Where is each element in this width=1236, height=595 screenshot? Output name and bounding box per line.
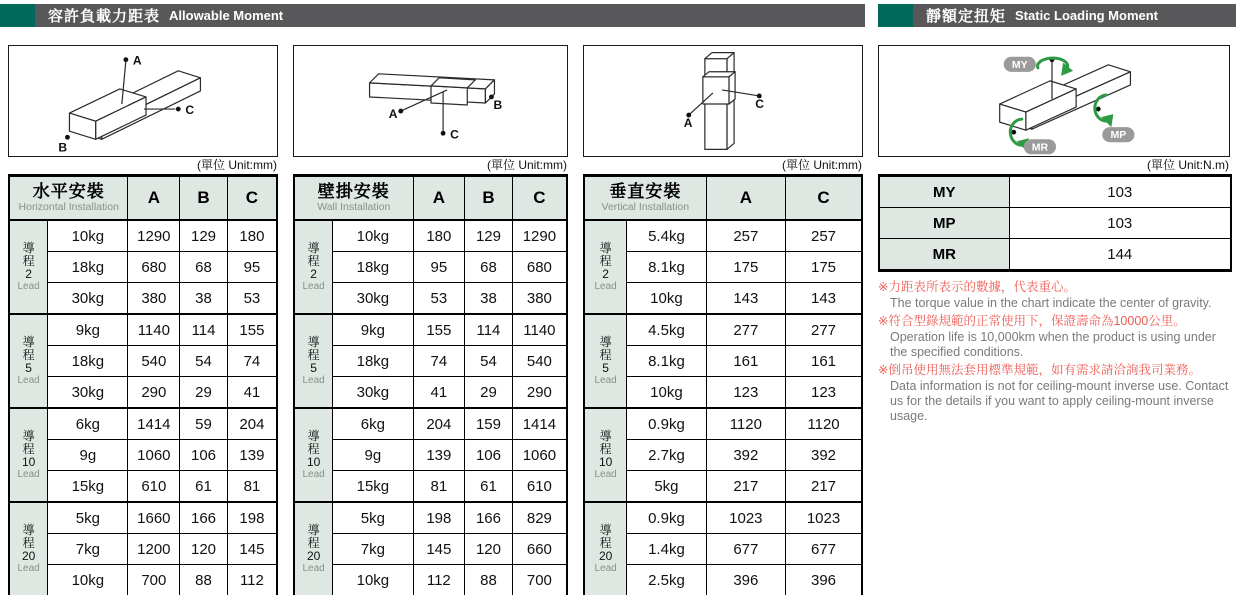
value-cell: 41 [227, 377, 277, 409]
load-cell: 5kg [333, 502, 413, 534]
value-cell: 129 [465, 220, 513, 252]
point-a-label: A [132, 53, 142, 68]
rail-side-diagram [294, 46, 567, 156]
load-cell: 6kg [48, 408, 128, 440]
value-cell: 180 [413, 220, 465, 252]
value-cell: 677 [786, 534, 862, 565]
section-header-static-loading-moment [878, 4, 1236, 27]
wall-installation-table [293, 174, 568, 595]
value-cell: 1060 [128, 440, 180, 471]
load-cell: 2.5kg [627, 565, 706, 595]
value-cell: 257 [786, 220, 862, 252]
value-cell: 145 [413, 534, 465, 565]
value-cell: 68 [465, 252, 513, 283]
panel-horizontal-installation [8, 45, 278, 595]
lead-group-cell: 導 程 5 Lead [294, 314, 333, 408]
load-cell: 18kg [48, 252, 128, 283]
value-cell: 114 [465, 314, 513, 346]
note-en: Data information is not for ceiling-mount inverse use. Contact us for the details if you want to apply ceiling-mount inverse usage. [890, 379, 1229, 423]
point-c-label: C [185, 103, 195, 118]
value-cell: 59 [180, 408, 228, 440]
section-title-zh: 靜額定扭矩 [926, 8, 1007, 25]
table-title-zh: 水平安裝 [32, 182, 105, 202]
value-cell: 120 [465, 534, 513, 565]
column-header-a: A [413, 176, 465, 221]
value-cell: 143 [786, 283, 862, 315]
lead-group-cell: 導 程 2 Lead [294, 220, 333, 314]
lead-group-cell: 導 程 20 Lead [9, 502, 48, 595]
table-title-zh: 垂直安裝 [609, 182, 682, 202]
value-cell: 1290 [512, 220, 567, 252]
value-cell: 1023 [786, 502, 862, 534]
value-cell: 139 [413, 440, 465, 471]
column-header-a: A [128, 176, 180, 221]
value-cell: 112 [227, 565, 277, 595]
lead-group-cell: 導 程 20 Lead [294, 502, 333, 595]
lead-group-cell: 導 程 20 Lead [584, 502, 627, 595]
value-cell: 106 [180, 440, 228, 471]
load-cell: 5kg [627, 471, 706, 503]
value-cell: 257 [706, 220, 785, 252]
load-cell: 5.4kg [627, 220, 706, 252]
value-cell: 41 [413, 377, 465, 409]
rail-vertical-diagram [584, 46, 862, 156]
note-zh: ※倒吊使用無法套用標準規範，如有需求請洽詢我司業務。 [878, 362, 1201, 377]
load-cell: 15kg [48, 471, 128, 503]
value-cell: 106 [465, 440, 513, 471]
value-cell: 53 [413, 283, 465, 315]
value-cell: 74 [227, 346, 277, 377]
value-cell: 1290 [128, 220, 180, 252]
value-cell: 54 [180, 346, 228, 377]
value-cell: 61 [465, 471, 513, 503]
mp-label: MP [1110, 129, 1127, 142]
value-cell: 88 [465, 565, 513, 595]
value-cell: 166 [465, 502, 513, 534]
section-title-en: Allowable Moment [169, 8, 284, 23]
value-cell: 198 [227, 502, 277, 534]
value-cell: 29 [180, 377, 228, 409]
value-cell: 175 [706, 252, 785, 283]
column-header-c: C [227, 176, 277, 221]
wall-installation-diagram [293, 45, 568, 157]
value-cell: 217 [786, 471, 862, 503]
value-cell: 112 [413, 565, 465, 595]
horizontal-installation-diagram [8, 45, 278, 157]
value-cell: 680 [128, 252, 180, 283]
rail-isometric-diagram [9, 46, 277, 156]
value-cell: 145 [227, 534, 277, 565]
load-cell: 5kg [48, 502, 128, 534]
footnotes [878, 279, 1230, 423]
value-cell: 155 [413, 314, 465, 346]
table-title-zh: 壁掛安裝 [317, 182, 390, 202]
value-cell: 29 [465, 377, 513, 409]
point-b-label: B [493, 98, 503, 113]
load-cell: 30kg [333, 377, 413, 409]
value-cell: 95 [413, 252, 465, 283]
column-header-b: B [180, 176, 228, 221]
column-header-c: C [512, 176, 567, 221]
mr-label: MR [1031, 141, 1049, 154]
note-zh: ※力距表所表示的數據，代表重心。 [878, 280, 1076, 294]
table-title-en: Wall Installation [317, 201, 391, 213]
point-a-label: A [388, 107, 398, 122]
load-cell: 10kg [48, 220, 128, 252]
load-cell: 9kg [333, 314, 413, 346]
static-moment-diagram [878, 45, 1230, 157]
vertical-installation-diagram [583, 45, 863, 157]
value-cell: 277 [786, 314, 862, 346]
unit-label-nm: (單位 Unit:N.m) [1147, 158, 1229, 172]
panel-static-loading-moment [878, 45, 1230, 423]
load-cell: 9kg [48, 314, 128, 346]
value-cell: 829 [512, 502, 567, 534]
load-cell: 8.1kg [627, 346, 706, 377]
load-cell: 2.7kg [627, 440, 706, 471]
value-cell: 61 [180, 471, 228, 503]
my-label: MY [1011, 58, 1028, 71]
section-accent-square [878, 4, 913, 27]
value-cell: 143 [706, 283, 785, 315]
load-cell: 18kg [333, 346, 413, 377]
load-cell: 10kg [48, 565, 128, 595]
moment-value: 103 [1009, 176, 1231, 208]
moment-value: 103 [1009, 208, 1231, 239]
lead-group-cell: 導 程 10 Lead [9, 408, 48, 502]
value-cell: 54 [465, 346, 513, 377]
value-cell: 540 [512, 346, 567, 377]
note-en: The torque value in the chart indicate the center of gravity. [890, 296, 1212, 311]
load-cell: 10kg [627, 377, 706, 409]
load-cell: 18kg [333, 252, 413, 283]
value-cell: 660 [512, 534, 567, 565]
value-cell: 396 [706, 565, 785, 595]
load-cell: 10kg [333, 220, 413, 252]
value-cell: 198 [413, 502, 465, 534]
lead-group-cell: 導 程 2 Lead [584, 220, 627, 314]
table-title-cell [584, 176, 706, 221]
value-cell: 610 [512, 471, 567, 503]
unit-label-mm: (單位 Unit:mm) [197, 158, 277, 172]
value-cell: 114 [180, 314, 228, 346]
value-cell: 88 [180, 565, 228, 595]
value-cell: 1140 [128, 314, 180, 346]
value-cell: 204 [227, 408, 277, 440]
table-title-cell [9, 176, 128, 221]
moment-value: 144 [1009, 239, 1231, 271]
moment-axis-label: MY [879, 176, 1009, 208]
value-cell: 53 [227, 283, 277, 315]
value-cell: 129 [180, 220, 228, 252]
load-cell: 0.9kg [627, 502, 706, 534]
load-cell: 0.9kg [627, 408, 706, 440]
table-title-en: Horizontal Installation [18, 201, 119, 213]
static-loading-moment-table [878, 174, 1232, 272]
panel-wall-installation [293, 45, 568, 595]
lead-group-cell: 導 程 5 Lead [9, 314, 48, 408]
value-cell: 392 [706, 440, 785, 471]
value-cell: 123 [786, 377, 862, 409]
value-cell: 396 [786, 565, 862, 595]
value-cell: 161 [786, 346, 862, 377]
value-cell: 123 [706, 377, 785, 409]
value-cell: 95 [227, 252, 277, 283]
section-header-allowable-moment [0, 4, 865, 27]
value-cell: 1023 [706, 502, 785, 534]
value-cell: 380 [128, 283, 180, 315]
value-cell: 155 [227, 314, 277, 346]
load-cell: 30kg [48, 283, 128, 315]
load-cell: 10kg [627, 283, 706, 315]
value-cell: 700 [512, 565, 567, 595]
value-cell: 680 [512, 252, 567, 283]
load-cell: 9g [48, 440, 128, 471]
moment-axes-diagram [879, 46, 1229, 156]
value-cell: 1060 [512, 440, 567, 471]
column-header-c: C [786, 176, 862, 221]
value-cell: 277 [706, 314, 785, 346]
lead-group-cell: 導 程 10 Lead [584, 408, 627, 502]
point-c-label: C [450, 127, 459, 142]
section-title-en: Static Loading Moment [1015, 8, 1159, 23]
value-cell: 1200 [128, 534, 180, 565]
value-cell: 38 [180, 283, 228, 315]
value-cell: 68 [180, 252, 228, 283]
load-cell: 7kg [333, 534, 413, 565]
value-cell: 677 [706, 534, 785, 565]
vertical-installation-table [583, 174, 863, 595]
load-cell: 18kg [48, 346, 128, 377]
value-cell: 1120 [786, 408, 862, 440]
load-cell: 1.4kg [627, 534, 706, 565]
value-cell: 1140 [512, 314, 567, 346]
section-title-zh: 容許負載力距表 [48, 8, 161, 25]
unit-label-mm: (單位 Unit:mm) [487, 158, 567, 172]
load-cell: 8.1kg [627, 252, 706, 283]
value-cell: 120 [180, 534, 228, 565]
load-cell: 30kg [48, 377, 128, 409]
value-cell: 161 [706, 346, 785, 377]
section-accent-square [0, 4, 35, 27]
point-b-label: B [58, 140, 68, 155]
unit-label-mm: (單位 Unit:mm) [782, 158, 862, 172]
value-cell: 204 [413, 408, 465, 440]
value-cell: 139 [227, 440, 277, 471]
value-cell: 1120 [706, 408, 785, 440]
point-a-label: A [683, 116, 693, 131]
note-zh: ※符合型錄規範的正常使用下，保證壽命為10000公里。 [878, 314, 1186, 328]
note-en: Operation life is 10,000km when the product is using under the specified conditions. [890, 330, 1216, 359]
value-cell: 700 [128, 565, 180, 595]
value-cell: 217 [706, 471, 785, 503]
value-cell: 540 [128, 346, 180, 377]
load-cell: 7kg [48, 534, 128, 565]
load-cell: 6kg [333, 408, 413, 440]
value-cell: 392 [786, 440, 862, 471]
value-cell: 166 [180, 502, 228, 534]
point-c-label: C [755, 97, 764, 112]
column-header-a: A [706, 176, 785, 221]
value-cell: 290 [128, 377, 180, 409]
value-cell: 74 [413, 346, 465, 377]
value-cell: 180 [227, 220, 277, 252]
value-cell: 290 [512, 377, 567, 409]
load-cell: 9g [333, 440, 413, 471]
value-cell: 1414 [512, 408, 567, 440]
lead-group-cell: 導 程 5 Lead [584, 314, 627, 408]
value-cell: 159 [465, 408, 513, 440]
value-cell: 380 [512, 283, 567, 315]
value-cell: 175 [786, 252, 862, 283]
horizontal-installation-table [8, 174, 278, 595]
lead-group-cell: 導 程 2 Lead [9, 220, 48, 314]
load-cell: 15kg [333, 471, 413, 503]
load-cell: 30kg [333, 283, 413, 315]
load-cell: 10kg [333, 565, 413, 595]
value-cell: 1660 [128, 502, 180, 534]
value-cell: 81 [227, 471, 277, 503]
value-cell: 610 [128, 471, 180, 503]
moment-axis-label: MR [879, 239, 1009, 271]
value-cell: 38 [465, 283, 513, 315]
lead-group-cell: 導 程 10 Lead [294, 408, 333, 502]
load-cell: 4.5kg [627, 314, 706, 346]
value-cell: 1414 [128, 408, 180, 440]
value-cell: 81 [413, 471, 465, 503]
panel-vertical-installation [583, 45, 863, 595]
column-header-b: B [465, 176, 513, 221]
moment-axis-label: MP [879, 208, 1009, 239]
table-title-en: Vertical Installation [601, 201, 690, 213]
table-title-cell [294, 176, 413, 221]
